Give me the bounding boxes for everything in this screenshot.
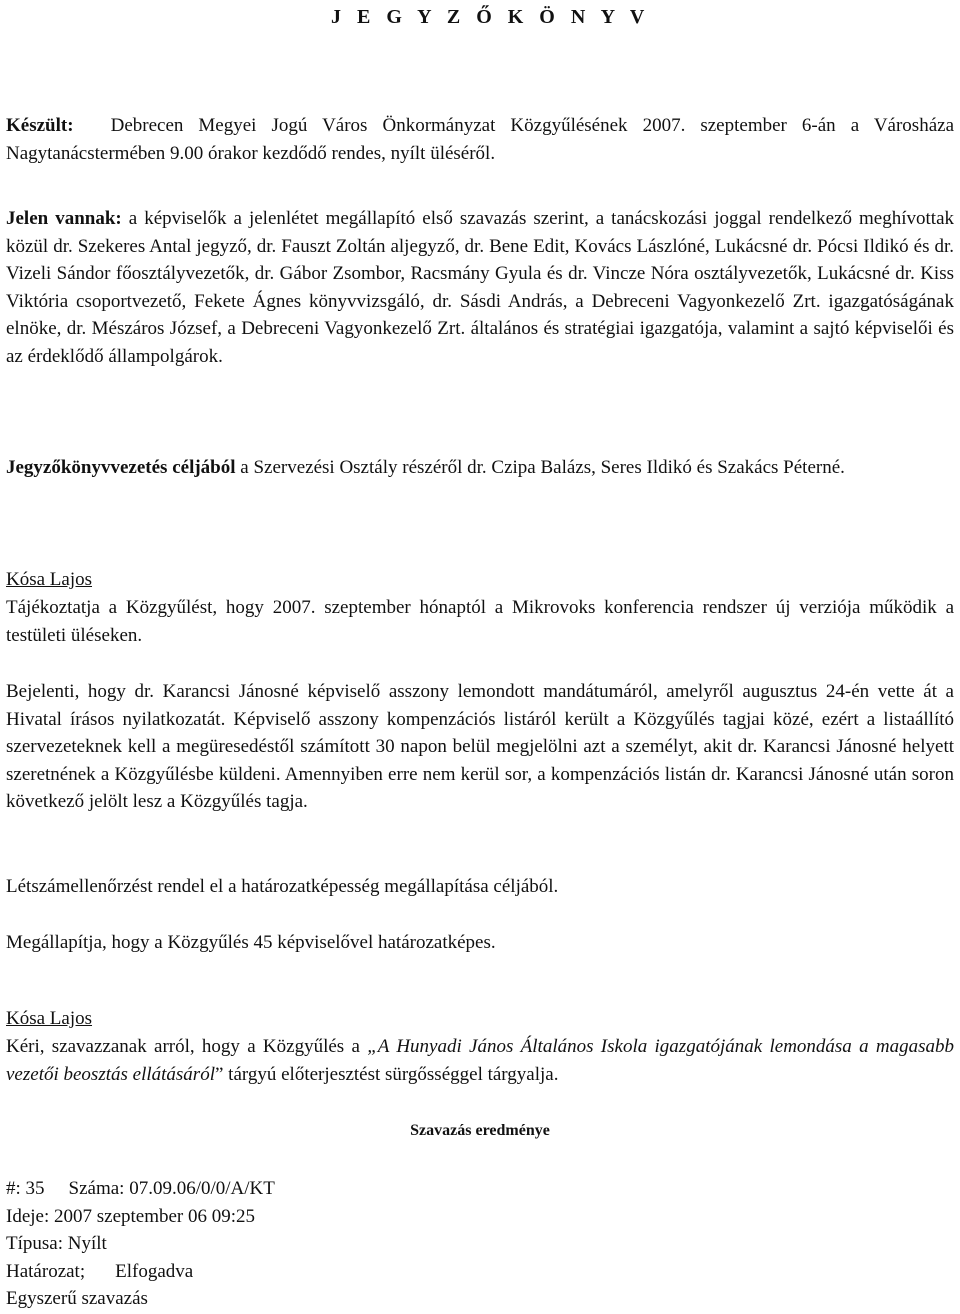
vote-meta bbox=[6, 1175, 506, 1313]
vote-line-1 bbox=[6, 1175, 506, 1203]
vote-decision-label: Határozat; bbox=[6, 1260, 86, 1282]
vote-id: Száma: 07.09.06/0/0/A/KT bbox=[68, 1178, 275, 1199]
vote-type: Típusa: Nyílt bbox=[6, 1233, 107, 1254]
jegyzo-label: Jegyzőkönyvvezetés céljából bbox=[6, 457, 236, 478]
vote-time: Ideje: 2007 szeptember 06 09:25 bbox=[6, 1205, 256, 1227]
jegyzo-text: a Szervezési Osztály részéről dr. Czipa Balázs, Seres Ildikó és Szakács Péterné. bbox=[240, 457, 845, 478]
jelen-paragraph bbox=[6, 205, 954, 370]
jegyzo-paragraph bbox=[6, 454, 954, 482]
keszult-paragraph bbox=[6, 112, 954, 167]
jelen-label: Jelen vannak: bbox=[6, 208, 122, 229]
speaker1-paragraph-4: Megállapítja, hogy a Közgyűlés 45 képviselővel határozatképes. bbox=[6, 932, 496, 953]
vote-heading: Szavazás eredménye bbox=[410, 1122, 550, 1139]
vote-kind: Egyszerű szavazás bbox=[6, 1288, 148, 1309]
speaker-name-2: Kósa Lajos bbox=[6, 1008, 93, 1029]
speaker2-quote: „A Hunyadi János Általános Iskola igazgatójának lemondása a magasabb vezetői beosztás ellátásáról bbox=[6, 1036, 955, 1085]
jelen-text: a képviselők a jelenlétet megállapító első szavazás szerint, a tanácskozási joggal rendelkező meghívottak közül dr. Szekeres Antal jegyző, dr. Fauszt Zoltán aljegyző, dr. Bene Edit, Kovács Lászlóné, Lukácsné dr. Pócsi Ildikó és dr. Vizeli Sándor főosztályvezetők, dr. Gábor Zsombor, Racsmány Gyula és dr. Vincze Nóra osztályvezetők, Lukácsné dr. Kiss Viktória csoportvezető, Fekete Ágnes könyvvizsgáló, dr. Sásdi András, a Debreceni Vagyonkezelő Zrt. igazgatóságának elnöke, dr. Mészáros József, a Debreceni Vagyonkezelő Zrt. általános és stratégiai igazgatója, valamint a sajtó képviselői és az érdeklődő állampolgárok. bbox=[6, 208, 955, 367]
vote-decision-value: Elfogadva bbox=[115, 1260, 194, 1282]
keszult-text: Debrecen Megyei Jogú Város Önkormányzat Közgyűlésének 2007. szeptember 6-án a Városháza Nagytanácstermében 9.00 órakor kezdődő rendes, nyílt üléséről. bbox=[6, 115, 954, 164]
speaker1-paragraph-2: Bejelenti, hogy dr. Karancsi Jánosné képviselő asszony lemondott mandátumáról, amelyről augusztus 24-én vette át a Hivatal írásos nyilatkozatát. Képviselő asszony kompenzációs listáról került a Közgyűlés tagjai közé, ezért a listaállító szervezeteknek kell a megüresedéstől számított 30 napon belül megjelölni azt a személyt, akit dr. Karancsi Jánosné helyett szeretnének a Közgyűlésbe küldeni. Amennyiben erre nem kerül sor, a kompenzációs listán dr. Karancsi Jánosné után soron következő jelölt lesz a Közgyűlés tagja. bbox=[6, 681, 954, 812]
speaker-name: Kósa Lajos bbox=[6, 569, 93, 590]
speaker1-paragraph-3: Létszámellenőrzést rendel el a határozatképesség megállapítása céljából. bbox=[6, 876, 559, 897]
speaker2-pre: Kéri, szavazzanak arról, hogy a Közgyűlés a bbox=[6, 1036, 368, 1057]
speaker2-post: ” tárgyú előterjesztést sürgősséggel tárgyalja. bbox=[214, 1063, 559, 1085]
speaker2-paragraph bbox=[6, 1033, 954, 1088]
vote-line-4 bbox=[6, 1258, 506, 1286]
speaker1-paragraph-1: Tájékoztatja a Közgyűlést, hogy 2007. szeptember hónaptól a Mikrovoks konferencia rendszer új verziója működik a testületi üléseken. bbox=[6, 597, 954, 646]
vote-number: #: 35 bbox=[6, 1178, 45, 1199]
keszult-label: Készült: bbox=[6, 115, 74, 136]
document-title: J E G Y Z Ő K Ö N Y V bbox=[331, 6, 650, 28]
